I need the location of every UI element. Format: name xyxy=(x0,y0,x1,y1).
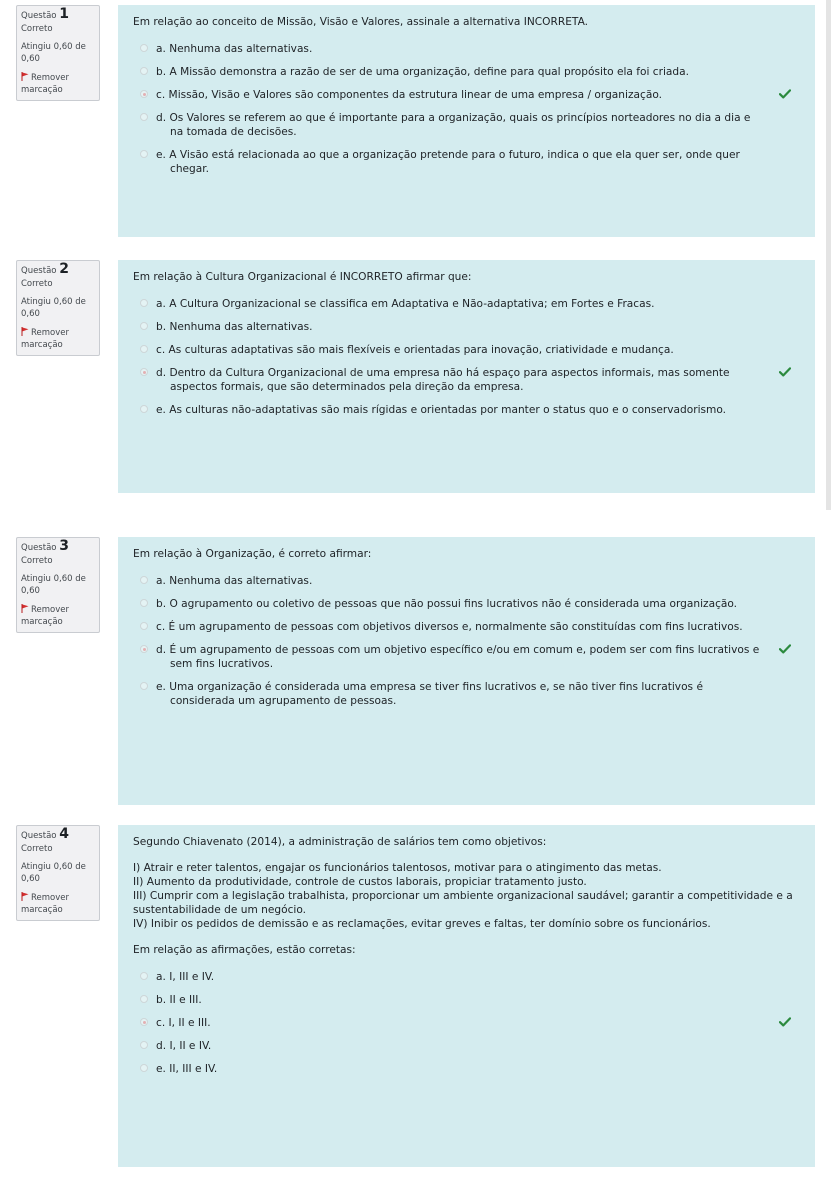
answer-label: b. Nenhuma das alternativas. xyxy=(156,321,313,333)
answer-radio[interactable] xyxy=(140,150,148,158)
answer-radio[interactable] xyxy=(140,322,148,330)
remove-flag-label: Remover marcação xyxy=(21,328,69,350)
question-state: Correto xyxy=(21,23,53,34)
question-text xyxy=(133,547,801,561)
answer-option[interactable] xyxy=(133,1016,801,1030)
answer-radio[interactable] xyxy=(140,682,148,690)
question-state: Correto xyxy=(21,555,53,566)
answer-option[interactable] xyxy=(133,597,801,611)
answer-label: c. Missão, Visão e Valores são componentes da estrutura linear de uma empresa / organização. xyxy=(156,89,662,101)
answer-option[interactable] xyxy=(133,320,801,334)
answer-label: d. Dentro da Cultura Organizacional de uma empresa não há espaço para aspectos informais, mas somente aspectos formais, que são determinados pela direção da empresa. xyxy=(156,367,730,393)
answer-label: c. I, II e III. xyxy=(156,1017,211,1029)
remove-flag-button[interactable] xyxy=(21,892,96,916)
question-text xyxy=(133,270,801,284)
flag-icon xyxy=(21,327,29,336)
question-text-line: Em relação à Cultura Organizacional é INCORRETO afirmar que: xyxy=(133,271,472,283)
answer-label: e. A Visão está relacionada ao que a organização pretende para o futuro, indica o que ela quer ser, onde quer chegar. xyxy=(156,149,740,175)
question-info xyxy=(16,5,100,101)
answer-label: a. Nenhuma das alternativas. xyxy=(156,43,313,55)
answer-option[interactable] xyxy=(133,1039,801,1053)
answer-label: e. As culturas não-adaptativas são mais rígidas e orientadas por manter o status quo e o conservadorismo. xyxy=(156,404,727,416)
answer-radio[interactable] xyxy=(140,405,148,413)
question-number-value: 3 xyxy=(59,538,69,554)
remove-flag-button[interactable] xyxy=(21,604,96,628)
answer-label: e. II, III e IV. xyxy=(156,1063,218,1075)
question-label: Questão xyxy=(21,266,57,276)
answer-option[interactable] xyxy=(133,993,801,1007)
answer-option[interactable] xyxy=(133,620,801,634)
answer-radio[interactable] xyxy=(140,90,148,98)
answer-option[interactable] xyxy=(133,297,801,311)
answer-label: a. I, III e IV. xyxy=(156,971,215,983)
remove-flag-label: Remover marcação xyxy=(21,73,69,95)
question-content xyxy=(118,537,815,805)
question-number xyxy=(21,6,96,23)
answer-option[interactable] xyxy=(133,643,801,671)
question-text-line: III) Cumprir com a legislação trabalhista, proporcionar um ambiente organizacional saudável; garantir a competitividade e a sustentabilidade de um negócio. xyxy=(133,890,793,916)
answer-radio[interactable] xyxy=(140,576,148,584)
question-text-line: Em relação as afirmações, estão corretas: xyxy=(133,944,356,956)
question-content xyxy=(118,5,815,237)
answer-option[interactable] xyxy=(133,1062,801,1076)
answer-label: b. O agrupamento ou coletivo de pessoas que não possui fins lucrativos não é considerada uma organização. xyxy=(156,598,738,610)
check-icon xyxy=(779,89,791,99)
question-number-value: 4 xyxy=(59,826,69,842)
answer-option[interactable] xyxy=(133,574,801,588)
question-text-line: IV) Inibir os pedidos de demissão e as reclamações, evitar greves e faltas, ter domínio sobre os funcionários. xyxy=(133,918,711,930)
answer-radio[interactable] xyxy=(140,972,148,980)
check-icon xyxy=(779,367,791,377)
answer-radio[interactable] xyxy=(140,44,148,52)
question-text-line: I) Atrair e reter talentos, engajar os funcionários talentosos, motivar para o atingimento das metas. xyxy=(133,862,662,874)
page-scrollbar[interactable] xyxy=(826,0,831,510)
answer-label: c. As culturas adaptativas são mais flexíveis e orientadas para inovação, criatividade e mudança. xyxy=(156,344,674,356)
answer-radio[interactable] xyxy=(140,995,148,1003)
answer-option[interactable] xyxy=(133,42,801,56)
answer-label: d. Os Valores se referem ao que é importante para a organização, quais os princípios norteadores no dia a dia e na tomada de decisões. xyxy=(156,112,751,138)
question-content xyxy=(118,825,815,1167)
answer-option[interactable] xyxy=(133,148,801,176)
answer-radio[interactable] xyxy=(140,345,148,353)
question-state: Correto xyxy=(21,843,53,854)
answer-radio[interactable] xyxy=(140,299,148,307)
answer-radio[interactable] xyxy=(140,1041,148,1049)
question-number-value: 2 xyxy=(59,261,69,277)
question-content xyxy=(118,260,815,493)
paragraph-gap xyxy=(133,849,801,861)
paragraph-gap xyxy=(133,931,801,943)
answer-radio[interactable] xyxy=(140,1064,148,1072)
answer-option[interactable] xyxy=(133,403,801,417)
answer-radio[interactable] xyxy=(140,645,148,653)
question-label: Questão xyxy=(21,11,57,21)
answer-label: a. A Cultura Organizacional se classifica em Adaptativa e Não-adaptativa; em Fortes e Fracas. xyxy=(156,298,655,310)
answer-label: d. I, II e IV. xyxy=(156,1040,212,1052)
remove-flag-label: Remover marcação xyxy=(21,605,69,627)
flag-icon xyxy=(21,72,29,81)
answer-label: e. Uma organização é considerada uma empresa se tiver fins lucrativos e, se não tiver fins lucrativos é considerada um agrupamento de pessoas. xyxy=(156,681,703,707)
question-text xyxy=(133,15,801,29)
answer-radio[interactable] xyxy=(140,113,148,121)
question-state: Correto xyxy=(21,278,53,289)
flag-icon xyxy=(21,892,29,901)
answer-radio[interactable] xyxy=(140,368,148,376)
question-grade: Atingiu 0,60 de 0,60 xyxy=(21,297,86,319)
answer-option[interactable] xyxy=(133,366,801,394)
question-text-line: Em relação à Organização, é correto afirmar: xyxy=(133,548,372,560)
answer-radio[interactable] xyxy=(140,67,148,75)
answer-option[interactable] xyxy=(133,680,801,708)
question-text-line: II) Aumento da produtividade, controle de custos laborais, propiciar tratamento justo. xyxy=(133,876,587,888)
question-number xyxy=(21,538,96,555)
answer-radio[interactable] xyxy=(140,622,148,630)
answer-option[interactable] xyxy=(133,65,801,79)
question-number-value: 1 xyxy=(59,6,69,22)
flag-icon xyxy=(21,604,29,613)
answer-label: a. Nenhuma das alternativas. xyxy=(156,575,313,587)
answer-option[interactable] xyxy=(133,343,801,357)
check-icon xyxy=(779,644,791,654)
question-info xyxy=(16,537,100,633)
question-grade: Atingiu 0,60 de 0,60 xyxy=(21,574,86,596)
question-text-line: Em relação ao conceito de Missão, Visão e Valores, assinale a alternativa INCORRETA. xyxy=(133,16,588,28)
question-info xyxy=(16,260,100,356)
answer-label: c. É um agrupamento de pessoas com objetivos diversos e, normalmente são constituídas com fins lucrativos. xyxy=(156,621,743,633)
remove-flag-button[interactable] xyxy=(21,327,96,351)
question-text-line: Segundo Chiavenato (2014), a administração de salários tem como objetivos: xyxy=(133,836,547,848)
check-icon xyxy=(779,1017,791,1027)
question-grade: Atingiu 0,60 de 0,60 xyxy=(21,862,86,884)
question-label: Questão xyxy=(21,831,57,841)
answer-label: b. A Missão demonstra a razão de ser de uma organização, define para qual propósito ela foi criada. xyxy=(156,66,689,78)
question-number xyxy=(21,826,96,843)
remove-flag-label: Remover marcação xyxy=(21,893,69,915)
question-number xyxy=(21,261,96,278)
answer-label: b. II e III. xyxy=(156,994,202,1006)
question-text xyxy=(133,835,801,957)
question-grade: Atingiu 0,60 de 0,60 xyxy=(21,42,86,64)
answer-radio[interactable] xyxy=(140,1018,148,1026)
answer-radio[interactable] xyxy=(140,599,148,607)
answer-option[interactable] xyxy=(133,111,801,139)
remove-flag-button[interactable] xyxy=(21,72,96,96)
question-info xyxy=(16,825,100,921)
answer-option[interactable] xyxy=(133,88,801,102)
question-label: Questão xyxy=(21,543,57,553)
answer-label: d. É um agrupamento de pessoas com um objetivo específico e/ou em comum e, podem ser com fins lucrativos e sem fins lucrativos. xyxy=(156,644,760,670)
answer-option[interactable] xyxy=(133,970,801,984)
